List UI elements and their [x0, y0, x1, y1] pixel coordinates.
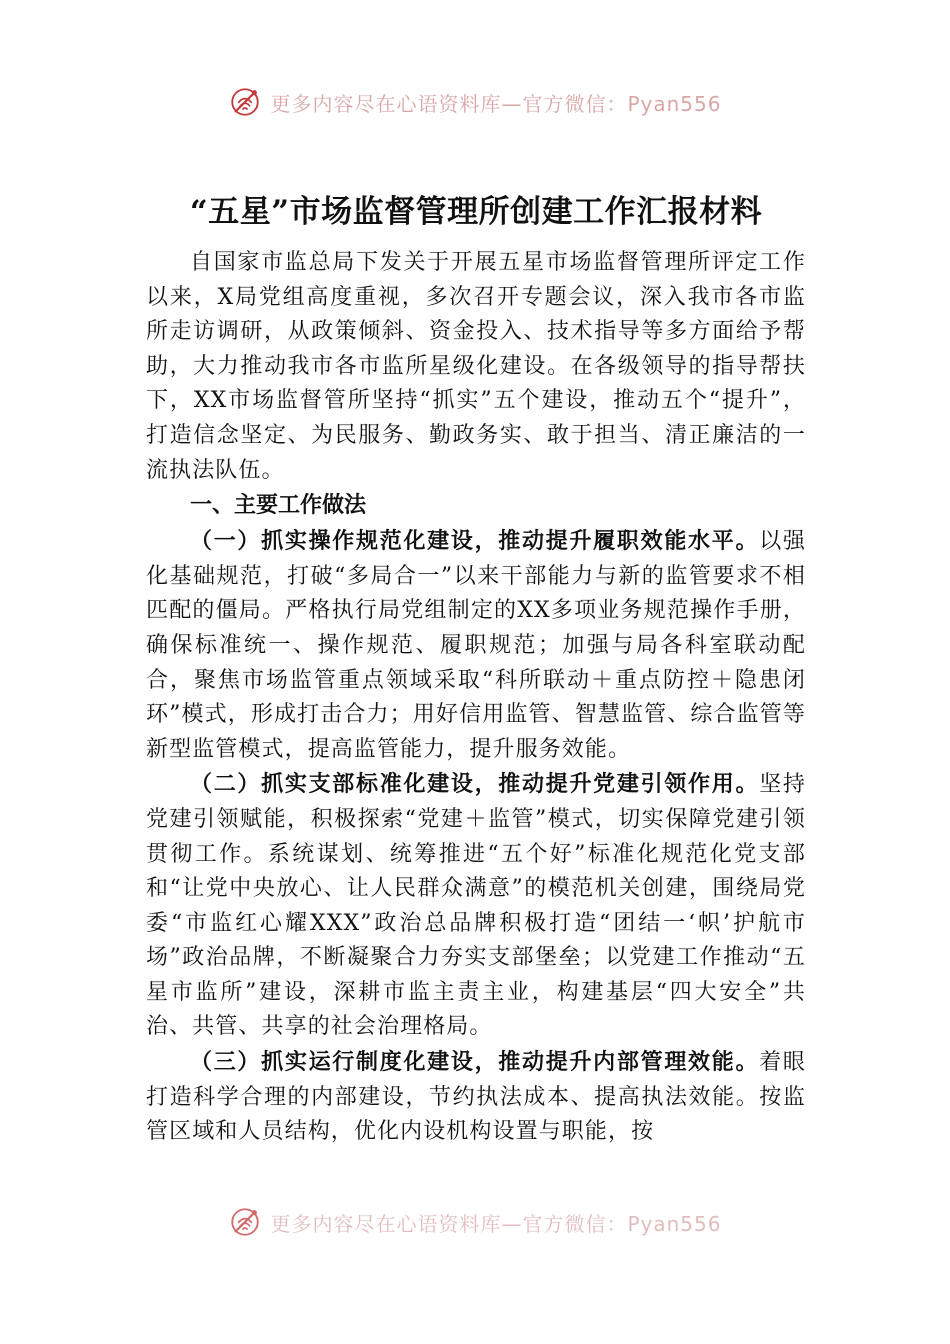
- intro-paragraph: 自国家市监总局下发关于开展五星市场监督管理所评定工作以来，X局党组高度重视，多次召开专题会议，深入我市各市监所走访调研，从政策倾斜、资金投入、技术指导等多方面给予帮助，大力推动我市各市监所星级化建设。在各级领导的指导帮扶下，XX市场监督管所坚持“抓实”五个建设，推动五个“提升”，打造信念坚定、为民服务、勤政务实、敢于担当、清正廉洁的一流执法队伍。: [146, 250, 806, 483]
- work-item-body: 着眼打造科学合理的内部建设，节约执法成本、提高执法效能。按监管区域和人员结构，优化内设机构设置与职能，按: [146, 1050, 807, 1145]
- section-heading-main-work: 一、主要工作做法: [190, 493, 367, 519]
- work-item-paragraph: [146, 1045, 806, 1150]
- watermark-text: 更多内容尽在心语资料库—官方微信：Pyan556: [270, 1211, 722, 1236]
- watermark-header: [0, 80, 950, 124]
- work-item-body: 坚持党建引领赋能，积极探索“党建＋监管”模式，切实保障党建引领贯彻工作。系统谋划、统筹推进“五个好”标准化规范化党支部和“让党中央放心、让人民群众满意”的模范机关创建，围绕局党委“市监红心耀XXX”政治总品牌积极打造“团结一‘帜’护航市场”政治品牌，不断凝聚合力夯实支部堡垒；以党建工作推动“五星市监所”建设，深耕市监主责主业，构建基层“四大安全”共治、共管、共享的社会治理格局。: [146, 772, 807, 1040]
- work-item-paragraph: [146, 524, 806, 767]
- fingerprint-seal-icon: [228, 85, 262, 119]
- document-body: [146, 186, 806, 1150]
- work-item-paragraph: [146, 767, 806, 1045]
- work-item-heading: （二）抓实支部标准化建设，推动提升党建引领作用。: [190, 771, 760, 798]
- watermark-footer: [0, 1200, 950, 1244]
- work-item-body: 以强化基础规范，打破“多局合一”以来干部能力与新的监管要求不相匹配的僵局。严格执行局党组制定的XX多项业务规范操作手册，确保标准统一、操作规范、履职规范；加强与局各科室联动配合，聚焦市场监管重点领域采取“科所联动＋重点防控＋隐患闭环”模式，形成打击合力；用好信用监管、智慧监管、综合监管等新型监管模式，提高监管能力，提升服务效能。: [146, 529, 807, 762]
- fingerprint-seal-icon: [228, 1205, 262, 1239]
- watermark-text: 更多内容尽在心语资料库—官方微信：Pyan556: [270, 91, 722, 116]
- work-item-heading: （一）抓实操作规范化建设，推动提升履职效能水平。: [190, 528, 760, 555]
- work-item-heading: （三）抓实运行制度化建设，推动提升内部管理效能。: [190, 1049, 760, 1076]
- document-title: “五星”市场监督管理所创建工作汇报材料: [189, 194, 763, 230]
